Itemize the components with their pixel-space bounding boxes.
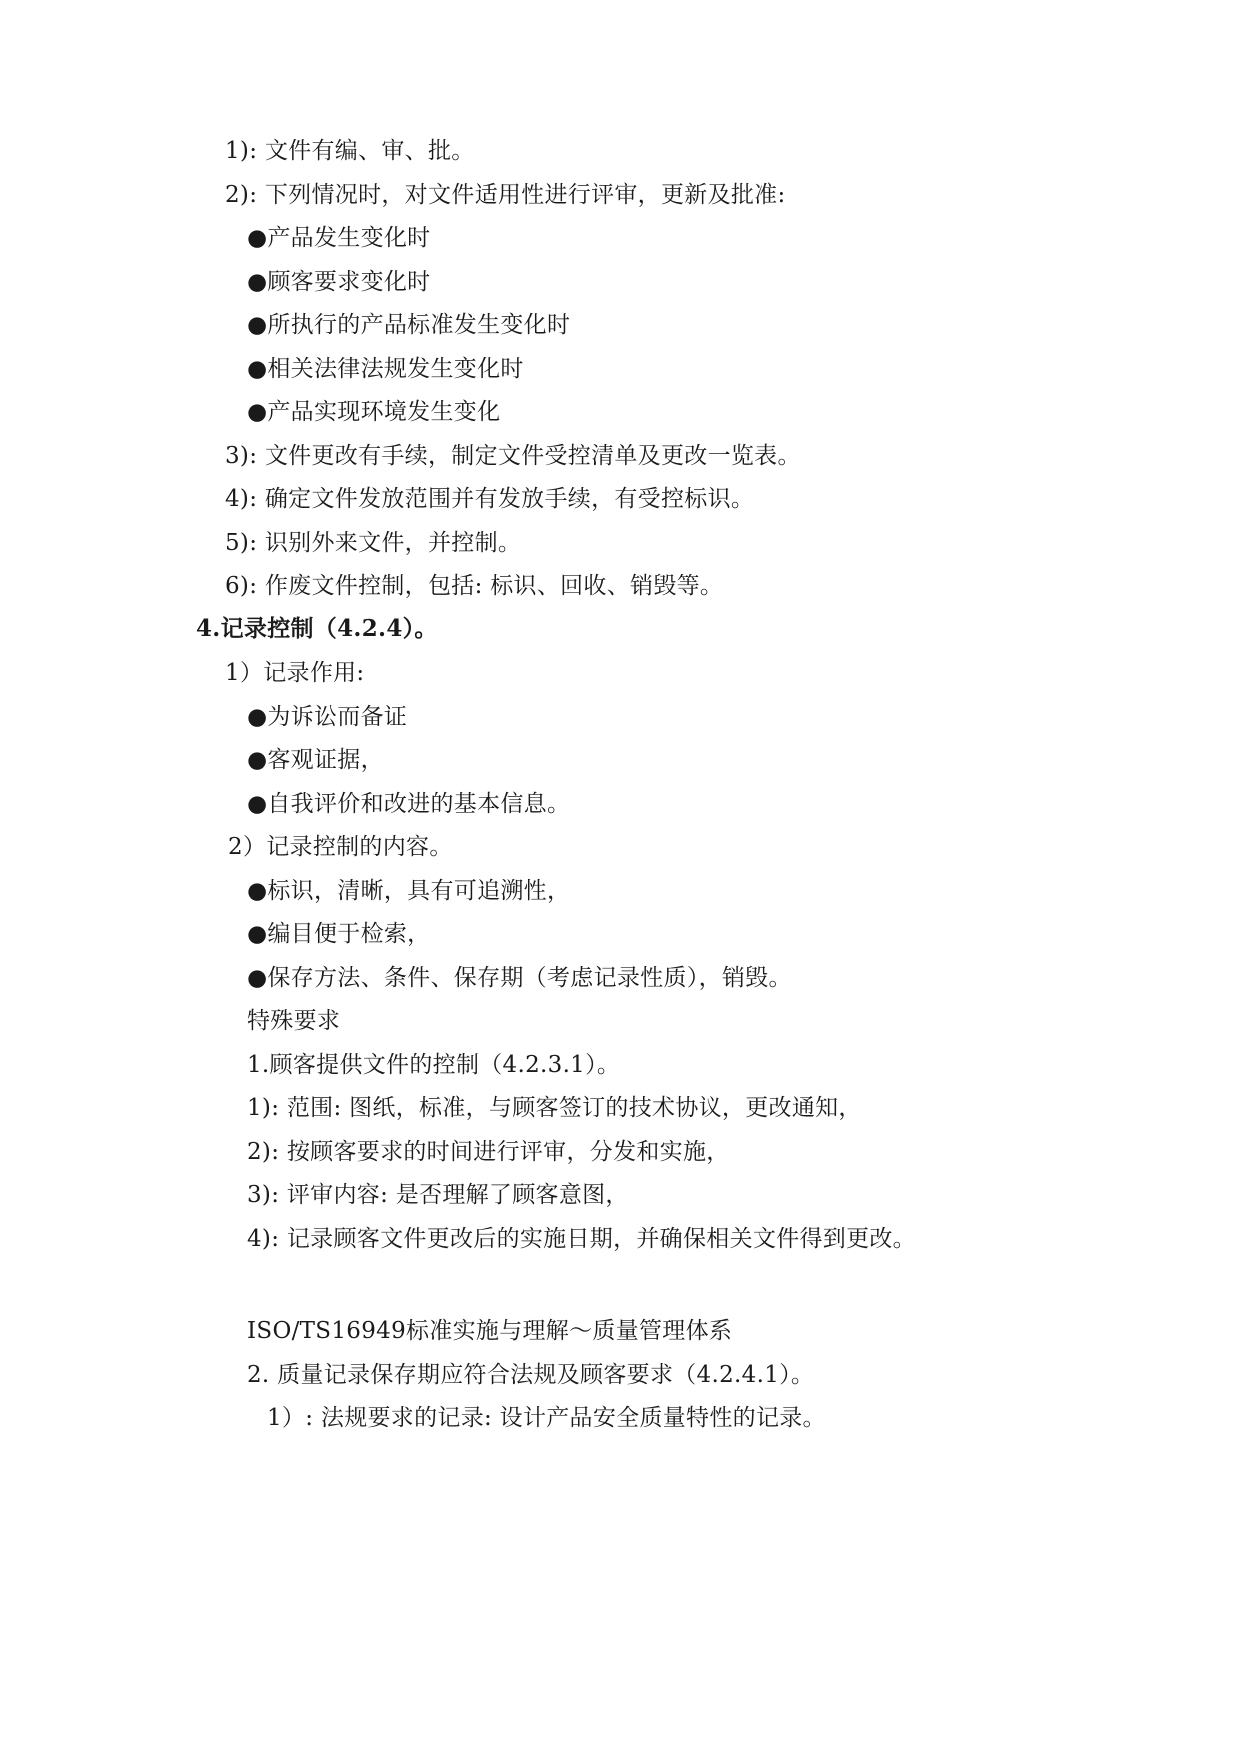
document-title-line: ISO/TS16949标准实施与理解～质量管理体系 xyxy=(247,1318,733,1344)
bullet-item: ●顾客要求变化时 xyxy=(247,269,431,295)
text-line: 6): 作废文件控制，包括: 标识、回收、销毁等。 xyxy=(225,573,724,599)
bullet-item: ●产品发生变化时 xyxy=(247,225,431,251)
text-line: 1）记录作用: xyxy=(225,660,365,686)
section-heading: 4.记录控制（4.2.4）。 xyxy=(196,615,438,642)
bullet-item: ●编目便于检索， xyxy=(247,921,431,947)
bullet-item: ●保存方法、条件、保存期（考虑记录性质），销毁。 xyxy=(247,965,792,991)
text-line: 3): 评审内容: 是否理解了顾客意图， xyxy=(247,1182,629,1208)
text-line: 1）: 法规要求的记录: 设计产品安全质量特性的记录。 xyxy=(267,1405,826,1431)
text-line: 1): 范围: 图纸，标准，与顾客签订的技术协议，更改通知， xyxy=(247,1095,862,1121)
text-line: 2): 按顾客要求的时间进行评审，分发和实施， xyxy=(247,1139,730,1165)
text-line: 2): 下列情况时，对文件适用性进行评审，更新及批准: xyxy=(225,182,786,208)
bullet-item: ●相关法律法规发生变化时 xyxy=(247,356,524,382)
text-line: 1): 文件有编、审、批。 xyxy=(225,138,475,164)
text-line: 2）记录控制的内容。 xyxy=(228,834,453,860)
text-line: 4): 确定文件发放范围并有发放手续，有受控标识。 xyxy=(225,486,755,512)
text-line: 4): 记录顾客文件更改后的实施日期，并确保相关文件得到更改。 xyxy=(247,1226,916,1252)
subheading: 特殊要求 xyxy=(247,1008,341,1034)
bullet-item: ●自我评价和改进的基本信息。 xyxy=(247,791,571,817)
bullet-item: ●标识，清晰，具有可追溯性， xyxy=(247,878,571,904)
bullet-item: ●所执行的产品标准发生变化时 xyxy=(247,312,571,338)
text-line: 1.顾客提供文件的控制（4.2.3.1）。 xyxy=(247,1052,621,1078)
text-line: 3): 文件更改有手续，制定文件受控清单及更改一览表。 xyxy=(225,443,801,469)
text-line: 2. 质量记录保存期应符合法规及顾客要求（4.2.4.1）。 xyxy=(247,1362,815,1388)
bullet-item: ●为诉讼而备证 xyxy=(247,704,408,730)
bullet-item: ●产品实现环境发生变化 xyxy=(247,399,501,425)
text-line: 5): 识别外来文件，并控制。 xyxy=(225,530,522,556)
bullet-item: ●客观证据， xyxy=(247,747,384,773)
